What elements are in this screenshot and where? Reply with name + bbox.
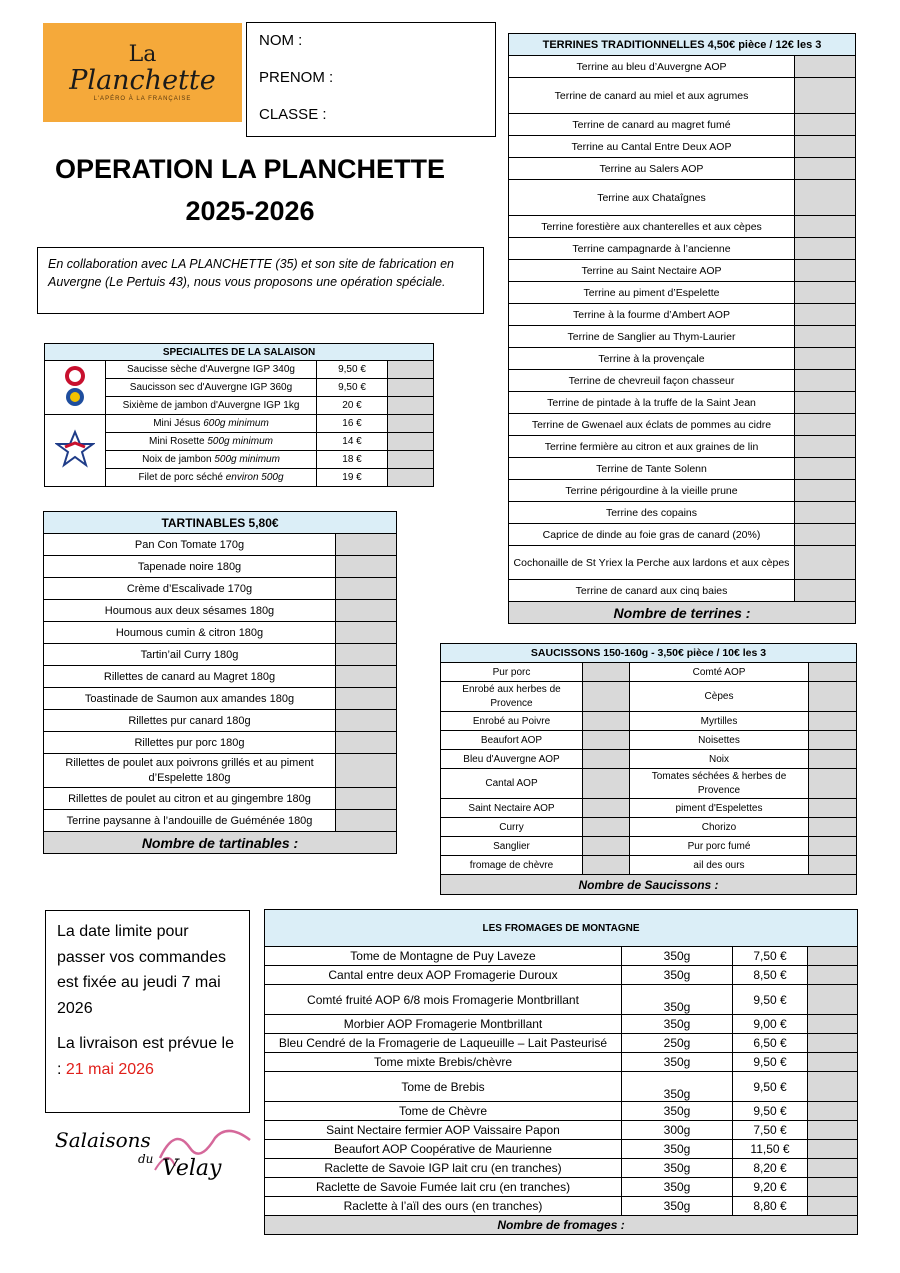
terrine-name: Terrine de Gwenael aux éclats de pommes au cidre xyxy=(509,414,795,436)
fromage-weight: 350g xyxy=(622,966,733,985)
terrine-name: Terrine à la provençale xyxy=(509,348,795,370)
terrines-footer[interactable]: Nombre de terrines : xyxy=(509,602,856,624)
saucisson-name: Chorizo xyxy=(630,818,809,837)
delivery-text: La livraison est prévue le : 21 mai 2026 xyxy=(57,1035,234,1078)
saucisson-qty[interactable] xyxy=(809,663,857,682)
saucisson-name: Bleu d'Auvergne AOP xyxy=(441,750,583,769)
fromage-name: Tome mixte Brebis/chèvre xyxy=(265,1053,622,1072)
fromage-weight: 350g xyxy=(622,1178,733,1197)
saucisson-qty[interactable] xyxy=(583,769,630,799)
terrine-qty[interactable] xyxy=(795,282,856,304)
fromage-qty[interactable] xyxy=(808,1034,858,1053)
terrine-qty[interactable] xyxy=(795,326,856,348)
terrine-qty[interactable] xyxy=(795,348,856,370)
tartinable-name: Pan Con Tomate 170g xyxy=(44,534,336,556)
fromage-qty[interactable] xyxy=(808,1178,858,1197)
fromage-weight: 350g xyxy=(622,1159,733,1178)
fromage-qty[interactable] xyxy=(808,1121,858,1140)
tartinable-name: Toastinade de Saumon aux amandes 180g xyxy=(44,688,336,710)
saucisson-name: Myrtilles xyxy=(630,712,809,731)
tartinables-footer[interactable]: Nombre de tartinables : xyxy=(44,832,397,854)
saucisson-qty[interactable] xyxy=(583,856,630,875)
specialite-qty[interactable] xyxy=(388,469,434,487)
saucisson-name: Noisettes xyxy=(630,731,809,750)
tartinable-qty[interactable] xyxy=(336,644,397,666)
tartinable-name: Crème d’Escalivade 170g xyxy=(44,578,336,600)
fromage-qty[interactable] xyxy=(808,1197,858,1216)
specialite-price: 18 € xyxy=(317,451,388,469)
fromage-qty[interactable] xyxy=(808,1140,858,1159)
terrine-name: Terrine aux Chataîgnes xyxy=(509,180,795,216)
terrines-table xyxy=(508,33,856,624)
tartinables-table xyxy=(43,511,397,854)
saucisson-name: Cantal AOP xyxy=(441,769,583,799)
fromage-weight: 350g xyxy=(622,1015,733,1034)
terrine-name: Terrine au Saint Nectaire AOP xyxy=(509,260,795,282)
fromage-weight: 350g xyxy=(622,985,733,1015)
tartinable-qty[interactable] xyxy=(336,788,397,810)
terrine-qty[interactable] xyxy=(795,392,856,414)
saucisson-qty[interactable] xyxy=(809,769,857,799)
fromage-price: 6,50 € xyxy=(733,1034,808,1053)
fromage-weight: 350g xyxy=(622,947,733,966)
terrine-name: Terrine au piment d’Espelette xyxy=(509,282,795,304)
fromage-price: 9,00 € xyxy=(733,1015,808,1034)
fromage-weight: 350g xyxy=(622,1072,733,1102)
saucisson-qty[interactable] xyxy=(583,712,630,731)
fromage-qty[interactable] xyxy=(808,985,858,1015)
fromage-price: 7,50 € xyxy=(733,947,808,966)
fromage-price: 9,50 € xyxy=(733,1072,808,1102)
tartinables-header: TARTINABLES 5,80€ xyxy=(44,512,397,534)
specialite-qty[interactable] xyxy=(388,451,434,469)
fromages-header: LES FROMAGES DE MONTAGNE xyxy=(265,910,858,947)
saucisson-name: Curry xyxy=(441,818,583,837)
fromage-price: 9,50 € xyxy=(733,985,808,1015)
specialite-qty[interactable] xyxy=(388,379,434,397)
terrine-name: Cochonaille de St Yriex la Perche aux lardons et aux cèpes xyxy=(509,546,795,580)
specialite-name: Filet de porc séché environ 500g xyxy=(106,469,317,487)
fromage-weight: 350g xyxy=(622,1102,733,1121)
specialite-qty[interactable] xyxy=(388,433,434,451)
tartinable-qty[interactable] xyxy=(336,534,397,556)
terrine-name: Terrine forestière aux chanterelles et aux cèpes xyxy=(509,216,795,238)
terrine-qty[interactable] xyxy=(795,158,856,180)
saucisson-qty[interactable] xyxy=(809,712,857,731)
fromage-name: Morbier AOP Fromagerie Montbrillant xyxy=(265,1015,622,1034)
terrine-name: Caprice de dinde au foie gras de canard (20%) xyxy=(509,524,795,546)
tartinable-name: Rillettes de canard au Magret 180g xyxy=(44,666,336,688)
fromage-price: 9,20 € xyxy=(733,1178,808,1197)
saucisson-name: Comté AOP xyxy=(630,663,809,682)
specialite-price: 20 € xyxy=(317,397,388,415)
fromage-weight: 250g xyxy=(622,1034,733,1053)
tartinable-name: Rillettes de poulet aux poivrons grillés et au piment d’Espelette 180g xyxy=(44,754,336,788)
title-line2: 2025-2026 xyxy=(185,196,315,226)
specialite-name: Mini Rosette 500g minimum xyxy=(106,433,317,451)
saucisson-qty[interactable] xyxy=(583,682,630,712)
terrine-name: Terrine de Sanglier au Thym-Laurier xyxy=(509,326,795,348)
tartinable-name: Rillettes de poulet au citron et au gingembre 180g xyxy=(44,788,336,810)
terrine-qty[interactable] xyxy=(795,180,856,216)
tartinable-name: Houmous cumin & citron 180g xyxy=(44,622,336,644)
fromage-weight: 350g xyxy=(622,1197,733,1216)
fromage-name: Raclette de Savoie Fumée lait cru (en tranches) xyxy=(265,1178,622,1197)
tartinable-name: Tapenade noire 180g xyxy=(44,556,336,578)
fromage-qty[interactable] xyxy=(808,966,858,985)
terrines-header: TERRINES TRADITIONNELLES 4,50€ pièce / 12€ les 3 xyxy=(509,34,856,56)
fromages-table xyxy=(264,909,858,1235)
tartinable-qty[interactable] xyxy=(336,710,397,732)
terrine-name: Terrine de chevreuil façon chasseur xyxy=(509,370,795,392)
tartinable-name: Rillettes pur porc 180g xyxy=(44,732,336,754)
saucisson-name: Enrobé aux herbes de Provence xyxy=(441,682,583,712)
specialites-header: SPECIALITES DE LA SALAISON xyxy=(45,344,434,361)
delivery-date: 21 mai 2026 xyxy=(65,1060,154,1078)
specialite-name: Sixième de jambon d'Auvergne IGP 1kg xyxy=(106,397,317,415)
specialite-name: Mini Jésus 600g minimum xyxy=(106,415,317,433)
tartinable-qty[interactable] xyxy=(336,810,397,832)
date-box xyxy=(45,910,250,1113)
specialite-price: 19 € xyxy=(317,469,388,487)
saucissons-header: SAUCISSONS 150-160g - 3,50€ pièce / 10€ les 3 xyxy=(441,644,857,663)
terrine-qty[interactable] xyxy=(795,78,856,114)
logo-tagline: L'APÉRO À LA FRANÇAISE xyxy=(93,95,192,102)
specialite-qty[interactable] xyxy=(388,361,434,379)
tartinable-name: Tartin’ail Curry 180g xyxy=(44,644,336,666)
saucisson-qty[interactable] xyxy=(809,799,857,818)
terrine-name: Terrine de Tante Solenn xyxy=(509,458,795,480)
velay-line2: du xyxy=(138,1152,154,1166)
identity-box xyxy=(246,22,496,137)
terrine-qty[interactable] xyxy=(795,480,856,502)
fromage-price: 8,20 € xyxy=(733,1159,808,1178)
saucisson-qty[interactable] xyxy=(809,750,857,769)
fromage-name: Bleu Cendré de la Fromagerie de Laqueuille – Lait Pasteurisé xyxy=(265,1034,622,1053)
fromage-name: Tome de Brebis xyxy=(265,1072,622,1102)
tartinable-qty[interactable] xyxy=(336,666,397,688)
specialite-price: 14 € xyxy=(317,433,388,451)
title-line1: OPERATION LA PLANCHETTE xyxy=(55,154,445,184)
terrine-name: Terrine au Salers AOP xyxy=(509,158,795,180)
velay-line3: Velay xyxy=(162,1156,222,1181)
fromages-footer[interactable]: Nombre de fromages : xyxy=(265,1216,858,1235)
specialites-table xyxy=(44,343,434,487)
saucisson-qty[interactable] xyxy=(583,837,630,856)
fromage-weight: 350g xyxy=(622,1053,733,1072)
fromage-name: Raclette à l’aïl des ours (en tranches) xyxy=(265,1197,622,1216)
fromage-name: Tome de Montagne de Puy Laveze xyxy=(265,947,622,966)
fromage-price: 9,50 € xyxy=(733,1102,808,1121)
specialite-price: 9,50 € xyxy=(317,379,388,397)
velay-line1: Salaisons xyxy=(55,1128,151,1152)
terrine-name: Terrine à la fourme d’Ambert AOP xyxy=(509,304,795,326)
terrine-name: Terrine fermière au citron et aux graines de lin xyxy=(509,436,795,458)
tartinable-qty[interactable] xyxy=(336,556,397,578)
specialite-name: Noix de jambon 500g minimum xyxy=(106,451,317,469)
saucisson-qty[interactable] xyxy=(583,663,630,682)
specialite-name: Saucisson sec d'Auvergne IGP 360g xyxy=(106,379,317,397)
fromage-name: Comté fruité AOP 6/8 mois Fromagerie Montbrillant xyxy=(265,985,622,1015)
fromage-name: Cantal entre deux AOP Fromagerie Duroux xyxy=(265,966,622,985)
page-title xyxy=(40,148,460,232)
fromage-qty[interactable] xyxy=(808,1159,858,1178)
fromage-qty[interactable] xyxy=(808,1072,858,1102)
terrine-name: Terrine de pintade à la truffe de la Saint Jean xyxy=(509,392,795,414)
terrine-qty[interactable] xyxy=(795,136,856,158)
fromage-name: Beaufort AOP Coopérative de Maurienne xyxy=(265,1140,622,1159)
nom-label[interactable]: NOM : xyxy=(259,32,303,49)
saucisson-qty[interactable] xyxy=(583,818,630,837)
saucisson-name: Noix xyxy=(630,750,809,769)
saucisson-name: Cèpes xyxy=(630,682,809,712)
intro-text: En collaboration avec LA PLANCHETTE (35) et son site de fabrication en Auvergne (Le Pertuis 43), nous vous proposons une opération spéciale. xyxy=(37,247,484,314)
terrine-name: Terrine des copains xyxy=(509,502,795,524)
saucisson-name: Beaufort AOP xyxy=(441,731,583,750)
saucisson-name: fromage de chèvre xyxy=(441,856,583,875)
saucisson-qty[interactable] xyxy=(809,837,857,856)
fromage-price: 8,80 € xyxy=(733,1197,808,1216)
tartinable-qty[interactable] xyxy=(336,622,397,644)
tartinable-qty[interactable] xyxy=(336,600,397,622)
terrine-name: Terrine périgourdine à la vieille prune xyxy=(509,480,795,502)
fromage-name: Tome de Chèvre xyxy=(265,1102,622,1121)
fromage-qty[interactable] xyxy=(808,947,858,966)
salaisons-du-velay-logo xyxy=(50,1118,260,1190)
saucisson-name: Pur porc xyxy=(441,663,583,682)
fromage-weight: 300g xyxy=(622,1121,733,1140)
saucissons-table xyxy=(440,643,857,895)
fromage-price: 9,50 € xyxy=(733,1053,808,1072)
saucisson-qty[interactable] xyxy=(583,750,630,769)
igp-label-icon xyxy=(45,361,106,415)
fromage-name: Saint Nectaire fermier AOP Vaissaire Papon xyxy=(265,1121,622,1140)
saucisson-qty[interactable] xyxy=(809,856,857,875)
saucisson-name: Saint Nectaire AOP xyxy=(441,799,583,818)
saucisson-name: Tomates séchées & herbes de Provence xyxy=(630,769,809,799)
terrine-qty[interactable] xyxy=(795,436,856,458)
classe-label[interactable]: CLASSE : xyxy=(259,106,327,123)
fromage-price: 8,50 € xyxy=(733,966,808,985)
terrine-name: Terrine au Cantal Entre Deux AOP xyxy=(509,136,795,158)
fromage-qty[interactable] xyxy=(808,1015,858,1034)
terrine-qty[interactable] xyxy=(795,502,856,524)
saucisson-name: Sanglier xyxy=(441,837,583,856)
saucissons-footer[interactable]: Nombre de Saucissons : xyxy=(441,875,857,895)
porc-francais-icon xyxy=(45,415,106,487)
tartinable-qty[interactable] xyxy=(336,754,397,788)
fromage-qty[interactable] xyxy=(808,1053,858,1072)
saucisson-qty[interactable] xyxy=(809,731,857,750)
saucisson-qty[interactable] xyxy=(583,799,630,818)
saucisson-qty[interactable] xyxy=(809,682,857,712)
saucisson-name: piment d'Espelettes xyxy=(630,799,809,818)
logo-line2: Planchette xyxy=(69,64,216,96)
saucisson-qty[interactable] xyxy=(583,731,630,750)
terrine-qty[interactable] xyxy=(795,114,856,136)
terrine-qty[interactable] xyxy=(795,260,856,282)
tartinable-name: Rillettes pur canard 180g xyxy=(44,710,336,732)
tartinable-name: Terrine paysanne à l’andouille de Guéménée 180g xyxy=(44,810,336,832)
saucisson-qty[interactable] xyxy=(809,818,857,837)
fromage-price: 7,50 € xyxy=(733,1121,808,1140)
terrine-name: Terrine de canard aux cinq baies xyxy=(509,580,795,602)
terrine-name: Terrine de canard au magret fumé xyxy=(509,114,795,136)
terrine-name: Terrine au bleu d’Auvergne AOP xyxy=(509,56,795,78)
logo-line1: La xyxy=(128,41,157,67)
terrine-qty[interactable] xyxy=(795,580,856,602)
terrine-qty[interactable] xyxy=(795,524,856,546)
terrine-qty[interactable] xyxy=(795,304,856,326)
date-limit-text: La date limite pour passer vos commandes est fixée au jeudi 7 mai 2026 xyxy=(57,923,226,1017)
fromage-weight: 350g xyxy=(622,1140,733,1159)
saucisson-name: Enrobé au Poivre xyxy=(441,712,583,731)
tartinable-qty[interactable] xyxy=(336,578,397,600)
terrine-qty[interactable] xyxy=(795,546,856,580)
tartinable-name: Houmous aux deux sésames 180g xyxy=(44,600,336,622)
specialite-name: Saucisse sèche d'Auvergne IGP 340g xyxy=(106,361,317,379)
fromage-price: 11,50 € xyxy=(733,1140,808,1159)
saucisson-name: Pur porc fumé xyxy=(630,837,809,856)
terrine-qty[interactable] xyxy=(795,370,856,392)
tartinable-qty[interactable] xyxy=(336,688,397,710)
tartinable-qty[interactable] xyxy=(336,732,397,754)
la-planchette-logo xyxy=(43,23,242,122)
terrine-qty[interactable] xyxy=(795,56,856,78)
saucisson-name: ail des ours xyxy=(630,856,809,875)
specialite-qty[interactable] xyxy=(388,415,434,433)
specialite-price: 16 € xyxy=(317,415,388,433)
fromage-qty[interactable] xyxy=(808,1102,858,1121)
fromage-name: Raclette de Savoie IGP lait cru (en tranches) xyxy=(265,1159,622,1178)
terrine-qty[interactable] xyxy=(795,238,856,260)
prenom-label[interactable]: PRENOM : xyxy=(259,69,334,86)
terrine-name: Terrine campagnarde à l’ancienne xyxy=(509,238,795,260)
terrine-qty[interactable] xyxy=(795,216,856,238)
terrine-qty[interactable] xyxy=(795,458,856,480)
specialite-qty[interactable] xyxy=(388,397,434,415)
specialite-price: 9,50 € xyxy=(317,361,388,379)
terrine-name: Terrine de canard au miel et aux agrumes xyxy=(509,78,795,114)
terrine-qty[interactable] xyxy=(795,414,856,436)
